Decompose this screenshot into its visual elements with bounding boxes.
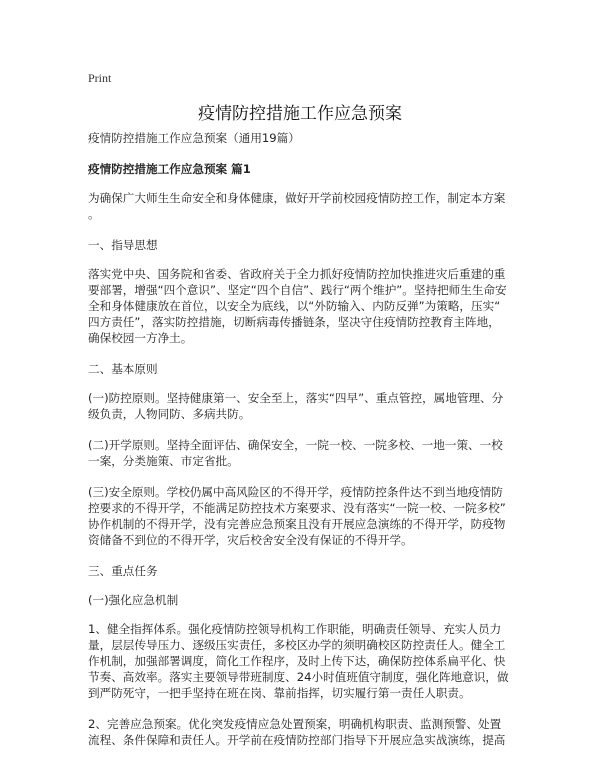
paragraph-line: 1、健全指挥体系。强化疫情防控领导机构工作职能，明确责任领导、充实人员力 [88, 622, 502, 636]
intro-paragraph [88, 190, 520, 222]
safety-principle-paragraph [88, 484, 520, 548]
paragraph-line: 全和身体健康放在首位，以安全为底线，以“外防输入、内防反弹”为策略，压实“ [88, 299, 501, 313]
paragraph-line: (三)安全原则。学校仍属中高风险区的不得开学，疫情防控条件达不到当地疫情防 [88, 485, 503, 499]
command-system-paragraph [88, 621, 520, 701]
paragraph-line: 确保校园一方净土。 [88, 331, 193, 345]
paragraph-line: 一案，分类施策、市定省批。 [88, 454, 239, 468]
paragraph-line: 作机制，加强部署调度，简化工作程序，及时上传下达，确保防控体系扁平化、快 [88, 654, 506, 668]
document-body [88, 130, 520, 763]
paragraph-line: 2、完善应急预案。优化突发疫情应急处置预案，明确机构职责、监测预警、处置 [88, 717, 502, 731]
paragraph-line: 级负责，人物同防、多病共防。 [88, 407, 251, 421]
subheading-emergency-mechanism: (一)强化应急机制 [88, 593, 179, 607]
paragraph-line: 。 [88, 207, 100, 221]
paragraph-line: 落实党中央、国务院和省委、省政府关于全力抓好疫情防控加快推进灾后重建的重 [88, 267, 506, 281]
paragraph-line: 到严防死守，一把手坚持在班在岗、靠前指挥，切实履行第一责任人职责。 [88, 686, 471, 700]
document-subtitle: 疫情防控措施工作应急预案（通用19篇） [88, 131, 300, 145]
paragraph-line: 量，层层传导压力、逐级压实责任，多校区办学的须明确校区防控责任人。健全工 [88, 638, 506, 652]
guiding-ideology-paragraph [88, 266, 520, 346]
paragraph-line: 资储备不到位的不得开学，灾后校舍安全没有保证的不得开学。 [88, 533, 413, 547]
print-label[interactable]: Print [88, 71, 112, 85]
section-heading: 疫情防控措施工作应急预案 篇1 [88, 162, 251, 176]
paragraph-line: 节奏、高效率。落实主要领导带班制度、24小时值班值守制度，强化阵地意识，做 [88, 670, 509, 684]
paragraph-line: 四方责任”，落实防控措施，切断病毒传播链条，坚决守住疫情防控教育主阵地， [88, 315, 500, 329]
paragraph-line: 流程、条件保障和责任人。开学前在疫情防控部门指导下开展应急实战演练，提高 [88, 733, 506, 747]
school-opening-principle-paragraph [88, 437, 520, 469]
paragraph-line: (二)开学原则。坚持全面评估、确保安全，一院一校、一院多校、一地一策、一校 [88, 438, 503, 452]
heading-key-tasks: 三、重点任务 [88, 564, 158, 578]
prevention-principle-paragraph [88, 390, 520, 422]
paragraph-line: 协作机制的不得开学，没有完善应急预案且没有开展应急演练的不得开学，防疫物 [88, 517, 506, 531]
paragraph-line: 为确保广大师生生命安全和身体健康，做好开学前校园疫情防控工作，制定本方案 [88, 191, 506, 205]
document-title: 疫情防控措施工作应急预案 [198, 104, 402, 124]
heading-guiding-ideology: 一、指导思想 [88, 238, 158, 252]
paragraph-line: (一)防控原则。坚持健康第一、安全至上，落实“四早”、重点管控，属地管理、分 [88, 391, 504, 405]
emergency-plan-paragraph [88, 716, 520, 748]
paragraph-line: 控要求的不得开学，不能满足防控技术方案要求、没有落实“一院一校、一院多校” [88, 501, 506, 515]
heading-basic-principles: 二、基本原则 [88, 362, 158, 376]
paragraph-line: 要部署，增强“四个意识”、坚定“四个自信”、践行“两个维护”。坚持把师生生命安 [88, 283, 507, 297]
